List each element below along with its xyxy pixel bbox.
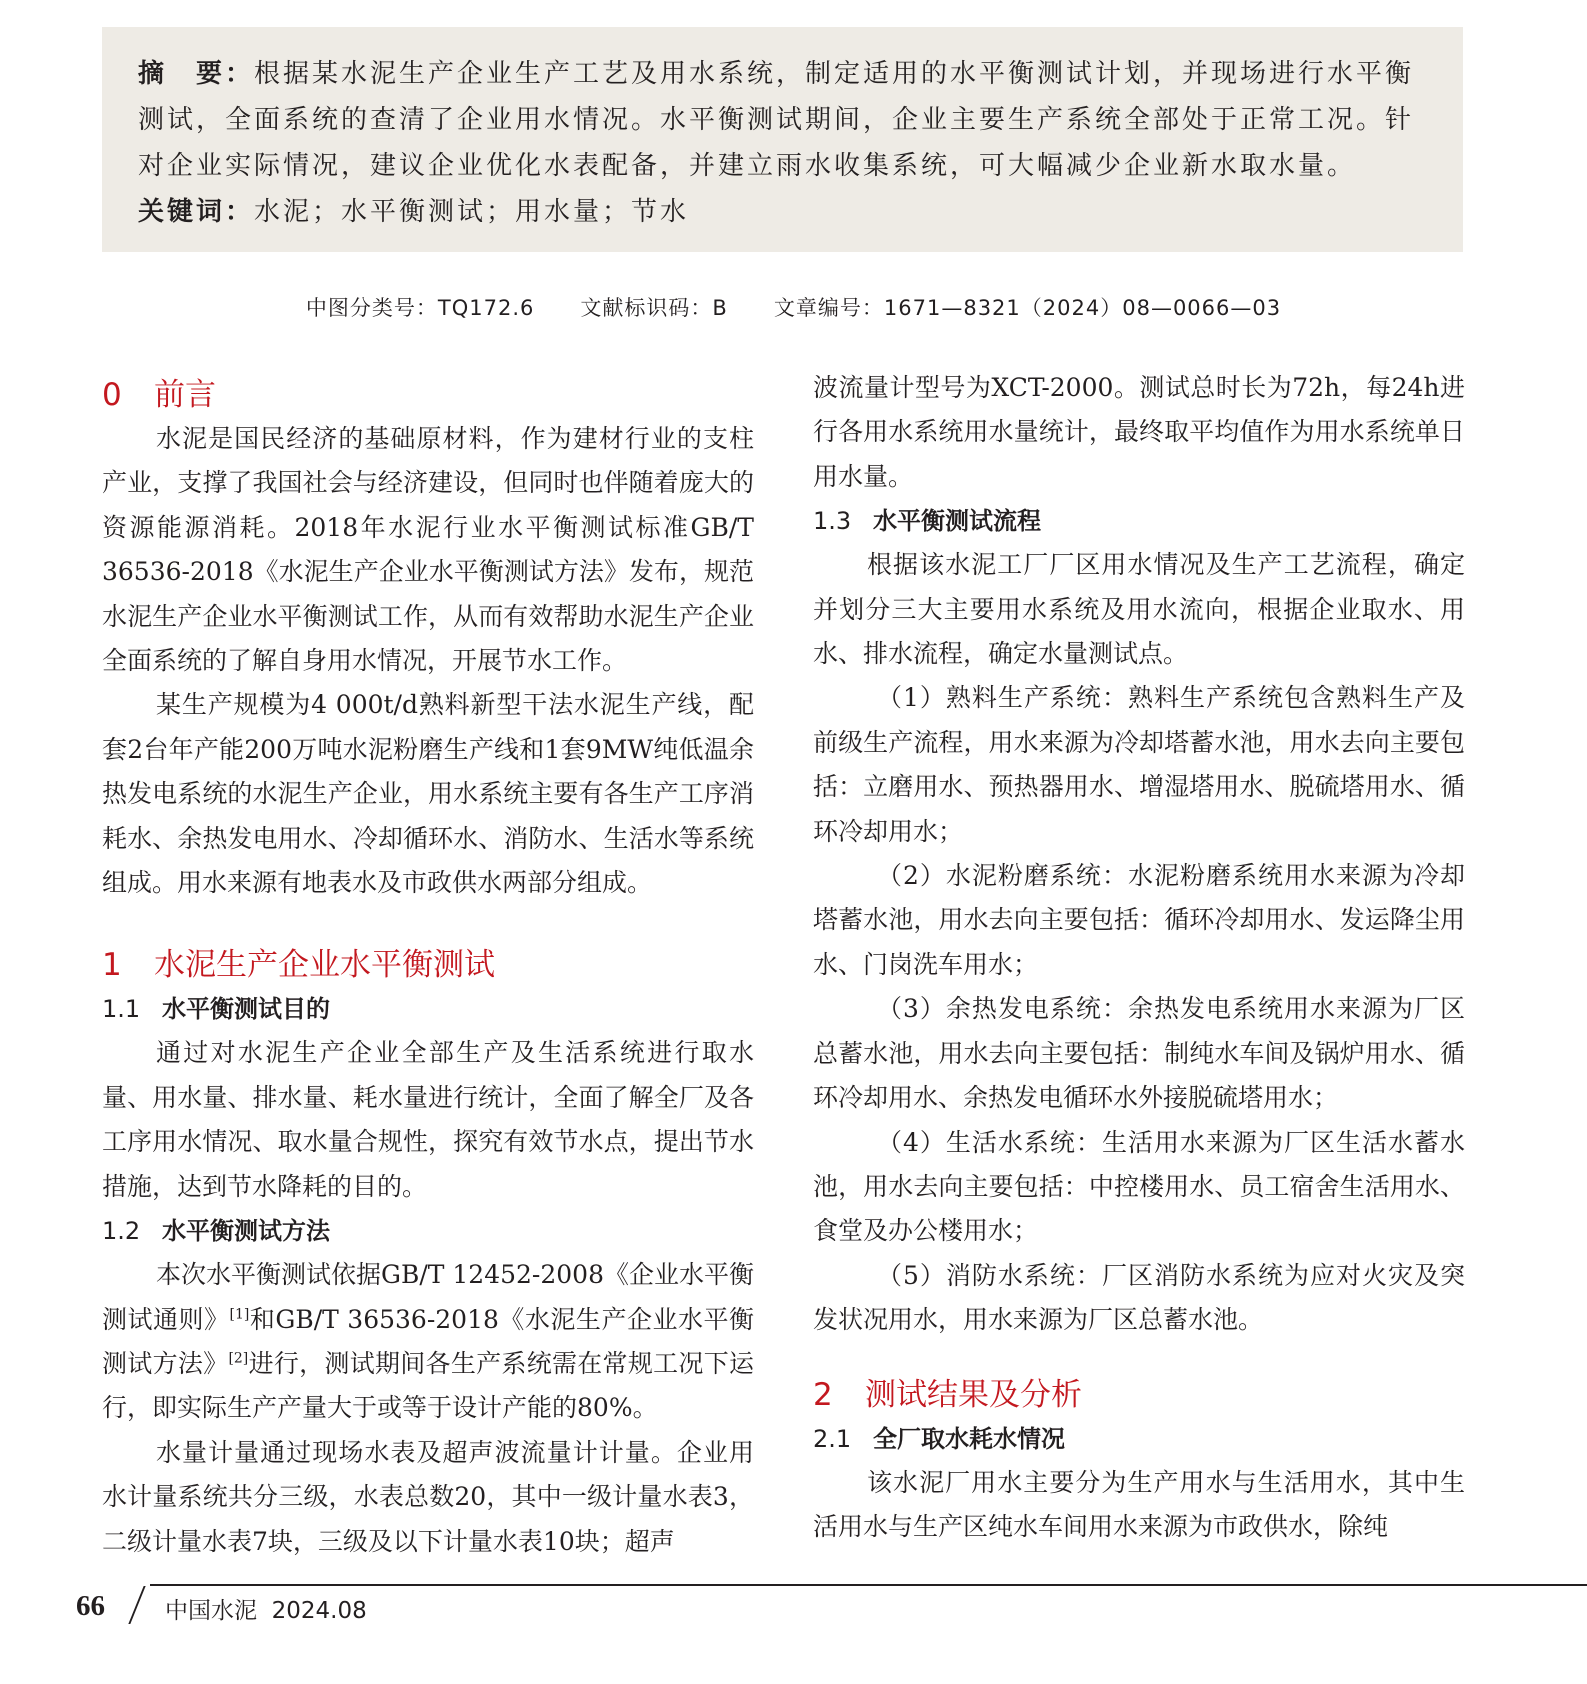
section-number: 0 bbox=[102, 377, 122, 413]
subsection-number: 1.2 bbox=[102, 1217, 141, 1246]
list-item: （1）熟料生产系统：熟料生产系统包含熟料生产及前级生产流程，用水来源为冷却塔蓄水池，用水去向主要包括：立磨用水、预热器用水、增湿塔用水、脱硫塔用水、循环冷却用水； bbox=[813, 683, 1465, 846]
abstract-label: 摘 要： bbox=[138, 59, 255, 89]
list-item: （5）消防水系统：厂区消防水系统为应对火灾及突发状况用水，用水来源为厂区总蓄水池。 bbox=[813, 1260, 1465, 1335]
footer-rule bbox=[150, 1584, 1587, 1586]
section-title: 水泥生产企业水平衡测试 bbox=[154, 947, 495, 984]
section-heading-0 bbox=[102, 373, 754, 417]
footer-slash bbox=[128, 1586, 145, 1624]
abstract-box bbox=[102, 27, 1463, 252]
keywords-text: 水泥；水平衡测试；用水量；节水 bbox=[254, 197, 690, 227]
subsection-number: 1.1 bbox=[102, 995, 141, 1024]
abstract-text: 根据某水泥生产企业生产工艺及用水系统，制定适用的水平衡测试计划，并现场进行水平衡测试，全面系统的查清了企业用水情况。水平衡测试期间，企业主要生产系统全部处于正常工况。针对企业实际情况，建议企业优化水表配备，并建立雨水收集系统，可大幅减少企业新水取水量。 bbox=[138, 59, 1415, 181]
page-number: 66 bbox=[76, 1590, 105, 1622]
section-number: 2 bbox=[813, 1376, 833, 1413]
subsection-heading-2-1 bbox=[813, 1417, 1465, 1461]
right-column bbox=[813, 366, 1465, 1549]
paragraph: 波流量计型号为XCT-2000。测试总时长为72h，每24h进行各用水系统用水量统计，最终取平均值作为用水系统单日用水量。 bbox=[813, 373, 1465, 491]
subsection-title: 水平衡测试目的 bbox=[162, 995, 330, 1024]
text-run: 本次水平衡测试依据GB/T 12452-2008《企业水平衡测试通则》 bbox=[102, 1260, 754, 1334]
list-item: （2）水泥粉磨系统：水泥粉磨系统用水来源为冷却塔蓄水池，用水去向主要包括：循环冷却用水、发运降尘用水、门岗洗车用水； bbox=[813, 861, 1465, 979]
paragraph: 根据该水泥工厂厂区用水情况及生产工艺流程，确定并划分三大主要用水系统及用水流向，根据企业取水、用水、排水流程，确定水量测试点。 bbox=[813, 550, 1465, 669]
paragraph bbox=[102, 1253, 754, 1431]
text-run: 进行，测试期间各生产系统需在常规工况下运行，即实际生产产量大于或等于设计产能的80%。 bbox=[102, 1348, 754, 1423]
document-code: 文献标识码：B bbox=[580, 296, 728, 320]
paragraph: 通过对水泥生产企业全部生产及生活系统进行取水量、用水量、排水量、耗水量进行统计，全面了解全厂及各工序用水情况、取水量合规性，探究有效节水点，提出节水措施，达到节水降耗的目的。 bbox=[102, 1038, 754, 1201]
classification-line bbox=[0, 292, 1587, 322]
keywords-paragraph bbox=[138, 189, 1427, 235]
paragraph: 该水泥厂用水主要分为生产用水与生活用水，其中生活用水与生产区纯水车间用水来源为市政供水，除纯 bbox=[813, 1467, 1465, 1541]
subsection-heading-1-2 bbox=[102, 1209, 754, 1253]
subsection-heading-1-1 bbox=[102, 987, 754, 1031]
clc-number: 中图分类号：TQ172.6 bbox=[305, 296, 535, 320]
paragraph: 某生产规模为4 000t/d熟料新型干法水泥生产线，配套2台年产能200万吨水泥粉磨生产线和1套9MW纯低温余热发电系统的水泥生产企业，用水系统主要有各生产工序消耗水、余热发电用水、冷却循环水、消防水、生活水等系统组成。用水来源有地表水及市政供水两部分组成。 bbox=[102, 690, 754, 898]
text-run: 和GB/T 36536-2018《水泥生产企业水平衡测试方法》 bbox=[102, 1304, 754, 1378]
list-item: （3）余热发电系统：余热发电系统用水来源为厂区总蓄水池，用水去向主要包括：制纯水车间及锅炉用水、循环冷却用水、余热发电循环水外接脱硫塔用水； bbox=[813, 994, 1465, 1113]
left-column bbox=[102, 373, 754, 1564]
section-heading-2 bbox=[813, 1373, 1465, 1417]
abstract-paragraph bbox=[138, 51, 1427, 189]
section-title: 测试结果及分析 bbox=[865, 1376, 1082, 1413]
subsection-heading-1-3 bbox=[813, 499, 1465, 543]
journal-name: 中国水泥 2024.08 bbox=[165, 1598, 367, 1624]
subsection-title: 水平衡测试流程 bbox=[873, 507, 1041, 536]
subsection-title: 水平衡测试方法 bbox=[162, 1217, 330, 1246]
article-number: 文章编号：1671—8321（2024）08—0066—03 bbox=[773, 296, 1282, 320]
keywords-label: 关键词： bbox=[138, 197, 255, 227]
subsection-number: 2.1 bbox=[813, 1424, 852, 1453]
section-heading-1 bbox=[102, 943, 754, 987]
subsection-title: 全厂取水耗水情况 bbox=[873, 1424, 1065, 1453]
citation-ref[interactable]: [2] bbox=[228, 1350, 249, 1367]
section-number: 1 bbox=[102, 947, 122, 984]
section-title: 前言 bbox=[154, 377, 216, 413]
paragraph: 水泥是国民经济的基础原材料，作为建材行业的支柱产业，支撑了我国社会与经济建设，但同时也伴随着庞大的资源能源消耗。2018年水泥行业水平衡测试标准GB/T 36536-2018《水泥生产企业水平衡测试方法》发布，规范水泥生产企业水平衡测试工作，从而有效帮助水泥生产企业全面系统的了解自身用水情况，开展节水工作。 bbox=[102, 424, 754, 676]
paragraph: 水量计量通过现场水表及超声波流量计计量。企业用水计量系统共分三级，水表总数20，其中一级计量水表3，二级计量水表7块，三级及以下计量水表10块；超声 bbox=[102, 1437, 754, 1556]
subsection-number: 1.3 bbox=[813, 507, 852, 536]
citation-ref[interactable]: [1] bbox=[229, 1306, 250, 1323]
list-item: （4）生活水系统：生活用水来源为厂区生活水蓄水池，用水去向主要包括：中控楼用水、员工宿舍生活用水、食堂及办公楼用水； bbox=[813, 1127, 1465, 1246]
